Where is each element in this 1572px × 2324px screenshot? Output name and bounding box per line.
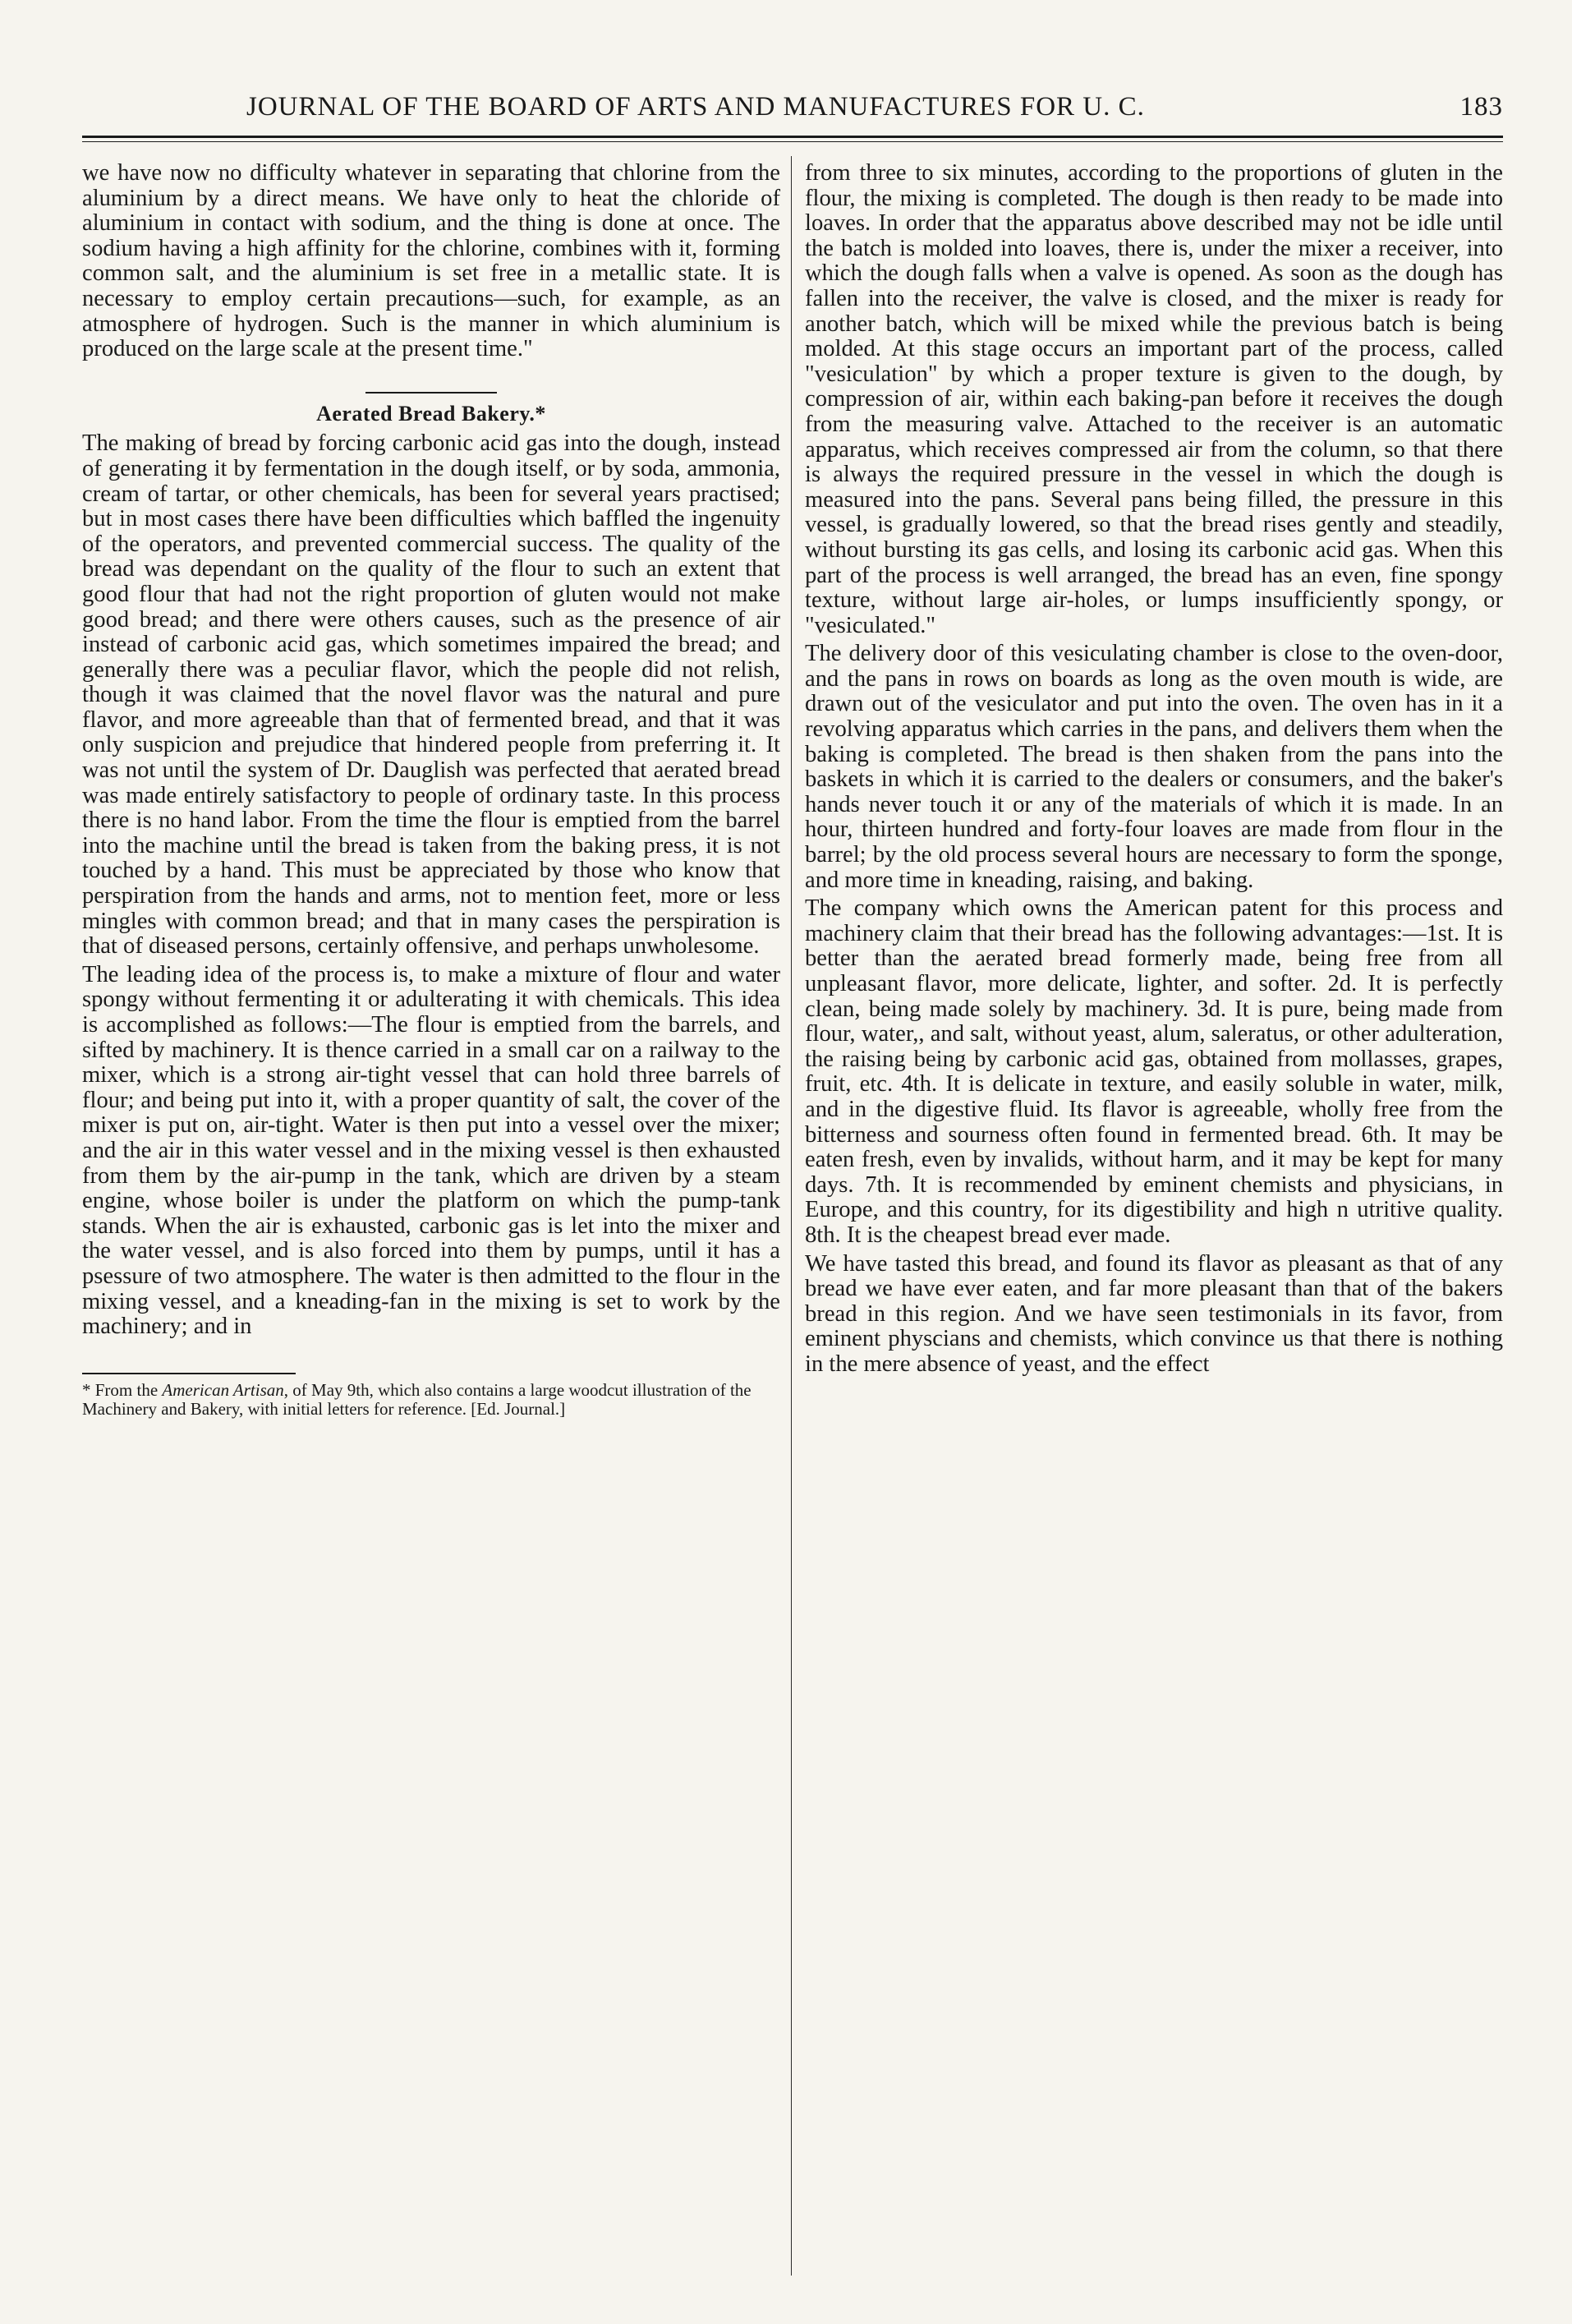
footnote-text: , of May 9th, which also contains a large woodcut illustration of the Machinery and Bakery, with initial letters for reference. [Ed. Journal.] — [82, 1379, 752, 1419]
body-paragraph: We have tasted this bread, and found its flavor as pleasant as that of any bread we have ever eaten, and far more pleasant than that of the bakers bread in this region. And we have seen testimonials in its favor, from eminent physcians and chemists, which convince us that there is nothing in the mere absence of yeast, and the effect — [805, 1250, 1503, 1377]
body-paragraph: The company which owns the American patent for this process and machinery claim that their bread has the following advantages:—1st. It is better than the aerated bread formerly made, being free from all unpleasant flavor, more delicate, lighter, and softer. 2d. It is perfectly clean, being made solely by machinery. 3d. It is pure, being made from flour, water,, and salt, without yeast, alum, saleratus, or other adulteration, the raising being by carbonic acid gas, obtained from mollasses, grapes, fruit, etc. 4th. It is delicate in texture, and easily soluble in water, milk, and in the digestive fluid. Its flavor is agreeable, wholly free from the bitterness and sourness often found in fermented bread. 6th. It may be eaten fresh, even by invalids, without harm, and it may be kept for many days. 7th. It is recommended by eminent chemists and physicians, in Europe, and this country, for its digestibility and high n utritive quality. 8th. It is the cheapest bread ever made. — [805, 895, 1503, 1248]
header-rule-thin — [82, 141, 1503, 142]
footnote — [82, 1381, 780, 1419]
footnote-marker: * From the — [82, 1379, 163, 1400]
page-number: 183 — [1459, 92, 1503, 122]
body-paragraph: from three to six minutes, according to the proportions of gluten in the flour, the mixing is completed. The dough is then ready to be made into loaves. In order that the apparatus above described may not be idle until the batch is molded into loaves, there is, under the mixer a receiver, into which the dough falls when a valve is opened. As soon as the dough has fallen into the receiver, the valve is closed, and the mixer is ready for another batch, which will be mixed while the previous batch is being molded. At this stage occurs an important part of the process, called "vesiculation" by which a proper texture is given to the dough, by compression of air, within each baking-pan before it receives the dough from the measuring valve. Attached to the receiver is an automatic apparatus, which receives compressed air from the column, so that there is always the required pressure in the vessel in which the dough is measured into the pans. Several pans being filled, the pressure in this vessel, is gradually lowered, so that the bread rises gently and steadily, without bursting its gas cells, and losing its carbonic acid gas. When this part of the process is well arranged, the bread has an even, fine spongy texture, without large air-holes, or lumps insufficiently spongy, or "vesiculated." — [805, 160, 1503, 638]
footnote-rule — [82, 1373, 296, 1374]
right-column — [805, 161, 1503, 1378]
body-paragraph: The leading idea of the process is, to make a mixture of flour and water spongy without fermenting it or adulterating it with chemicals. This idea is accomplished as follows:—The flour is emptied from the barrels, and sifted by machinery. It is thence carried in a small car on a railway to the mixer, which is a strong air-tight vessel that can hold three barrels of flour; and being put into it, with a proper quantity of salt, the cover of the mixer is put on, air-tight. Water is then put into a vessel over the mixer; and the air in this water vessel and in the mixing vessel is then exhausted from them by the air-pump in the tank, which are driven by a steam engine, whose boiler is under the platform on which the pump-tank stands. When the air is exhausted, carbonic gas is let into the mixer and the water vessel, and is also forced into them by pumps, until it has a psessure of two atmosphere. The water is then admitted to the flour in the mixing vessel, and a kneading-fan in the mixing is set to work by the machinery; and in — [82, 961, 780, 1340]
footnote-source: American Artisan — [162, 1379, 284, 1400]
body-paragraph: The delivery door of this vesiculating chamber is close to the oven-door, and the pans in rows on boards as long as the oven mouth is wide, are drawn out of the vesiculator and put into the oven. The oven has in it a revolving apparatus which carries in the pans, and delivers them when the baking is completed. The bread is then shaken from the pans into the baskets in which it is carried to the dealers or consumers, and the baker's hands never touch it or any of the materials of which it is made. In an hour, thirteen hundred and forty-four loaves are made from flour in the barrel; by the old process several hours are necessary to form the sponge, and more time in kneading, raising, and baking. — [805, 641, 1503, 893]
left-column — [82, 161, 780, 1419]
journal-title: JOURNAL OF THE BOARD OF ARTS AND MANUFACTURES FOR U. C. — [246, 92, 1145, 122]
body-paragraph: The making of bread by forcing carbonic acid gas into the dough, instead of generating it by fermentation in the dough itself, or by soda, ammonia, cream of tartar, or other chemicals, has been for several years practised; but in most cases there have been difficulties which baffled the ingenuity of the operators, and prevented commercial success. The quality of the bread was dependant on the quality of the flour to such an extent that good flour that had not the right proportion of gluten would not make good bread; and there were others causes, such as the presence of air instead of carbonic acid gas, which sometimes impaired the bread; and generally there was a peculiar flavor, which the people did not relish, though it was claimed that the novel flavor was the natural and pure flavor, and more agreeable than that of fermented bread, and that it was only suspicion and prejudice that hindered people from preferring it. It was not until the system of Dr. Dauglish was perfected that aerated bread was made entirely satisfactory to people of ordinary taste. In this process there is no hand labor. From the time the flour is emptied from the barrel into the machine until the bread is taken from the baking press, it is not touched by a hand. This must be appreciated by those who know that perspiration from the hands and arms, not to mention feet, more or less mingles with common bread; and that in many cases the perspiration is that of diseased persons, certainly offensive, and perhaps unwholesome. — [82, 430, 780, 960]
header-rule-thick — [82, 136, 1503, 138]
intro-paragraph: we have now no difficulty whatever in separating that chlorine from the aluminium by a direct means. We have only to heat the chloride of aluminium in contact with sodium, and the thing is done at once. The sodium having a high affinity for the chlorine, combines with it, forming common salt, and the aluminium is set free in a metallic state. It is necessary to employ certain precautions—such, for example, as an atmosphere of hydrogen. Such is the manner in which aluminium is produced on the large scale at the present time." — [82, 160, 780, 362]
section-rule — [365, 392, 497, 393]
column-divider — [791, 156, 792, 2276]
section-heading: Aerated Bread Bakery.* — [316, 401, 546, 426]
